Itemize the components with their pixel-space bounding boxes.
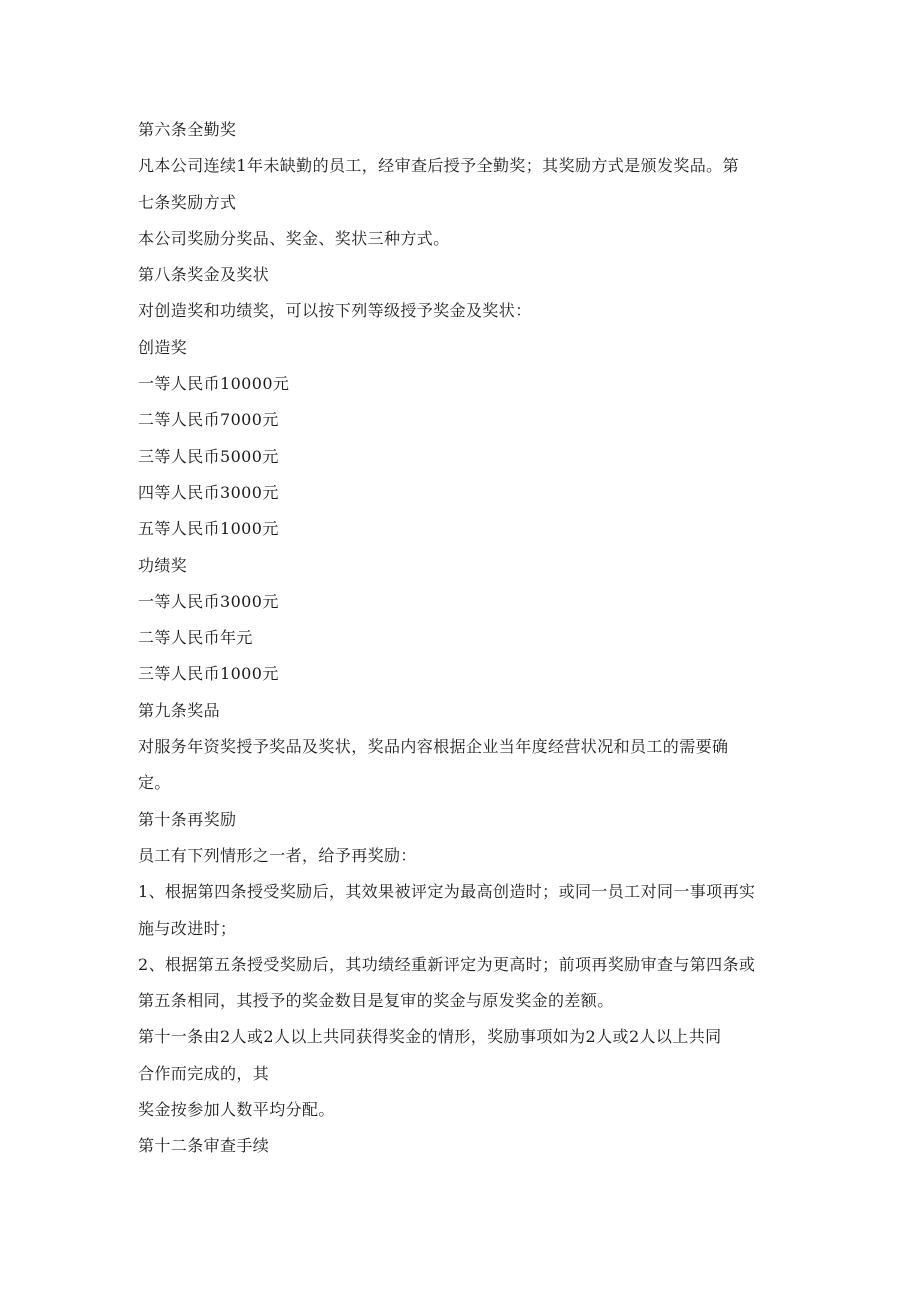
article-7-heading: 七条奖励方式 xyxy=(138,192,237,212)
list-item: 五等人民币1000元 xyxy=(138,519,279,539)
list-item: 三等人民币5000元 xyxy=(138,446,279,466)
article-8-heading: 第八条奖金及奖状 xyxy=(138,265,270,285)
list-item: 二等人民币年元 xyxy=(138,628,253,648)
body-paragraph: 本公司奖励分奖品、奖金、奖状三种方式。 xyxy=(138,228,450,248)
body-paragraph: 对创造奖和功绩奖，可以按下列等级授予奖金及奖状： xyxy=(138,301,532,321)
body-paragraph: 合作而完成的，其 xyxy=(138,1063,270,1083)
article-12-heading: 第十二条审查手续 xyxy=(138,1136,270,1156)
body-paragraph: 1、根据第四条授受奖励后，其效果被评定为最高创造时；或同一员工对同一事项再实 xyxy=(138,882,756,902)
article-6-heading: 第六条全勤奖 xyxy=(138,120,237,139)
body-paragraph: 第五条相同，其授予的奖金数目是复审的奖金与原发奖金的差额。 xyxy=(138,991,614,1011)
body-paragraph: 员工有下列情形之一者，给予再奖励： xyxy=(138,845,417,865)
article-11-heading: 第十一条由2人或2人以上共同获得奖金的情形，奖励事项如为2人或2人以上共同 xyxy=(138,1027,722,1047)
merit-award-label: 功绩奖 xyxy=(138,555,188,575)
body-paragraph: 对服务年资奖授予奖品及奖状，奖品内容根据企业当年度经营状况和员工的需要确 xyxy=(138,737,729,757)
article-9-heading: 第九条奖品 xyxy=(138,700,221,720)
article-10-heading: 第十条再奖励 xyxy=(138,809,237,829)
list-item: 一等人民币3000元 xyxy=(138,591,279,611)
body-paragraph: 凡本公司连续1年未缺勤的员工，经审查后授予全勤奖；其奖励方式是颁发奖品。第 xyxy=(138,156,739,176)
list-item: 四等人民币3000元 xyxy=(138,482,279,502)
document-body xyxy=(138,112,786,1165)
body-paragraph: 2、根据第五条授受奖励后，其功绩经重新评定为更高时；前项再奖励审查与第四条或 xyxy=(138,954,756,974)
body-paragraph: 施与改进时； xyxy=(138,918,237,938)
creation-award-label: 创造奖 xyxy=(138,337,188,357)
list-item: 三等人民币1000元 xyxy=(138,664,279,684)
list-item: 一等人民币10000元 xyxy=(138,374,290,394)
list-item: 二等人民币7000元 xyxy=(138,410,279,430)
body-paragraph: 定。 xyxy=(138,773,171,793)
body-paragraph: 奖金按参加人数平均分配。 xyxy=(138,1100,335,1120)
